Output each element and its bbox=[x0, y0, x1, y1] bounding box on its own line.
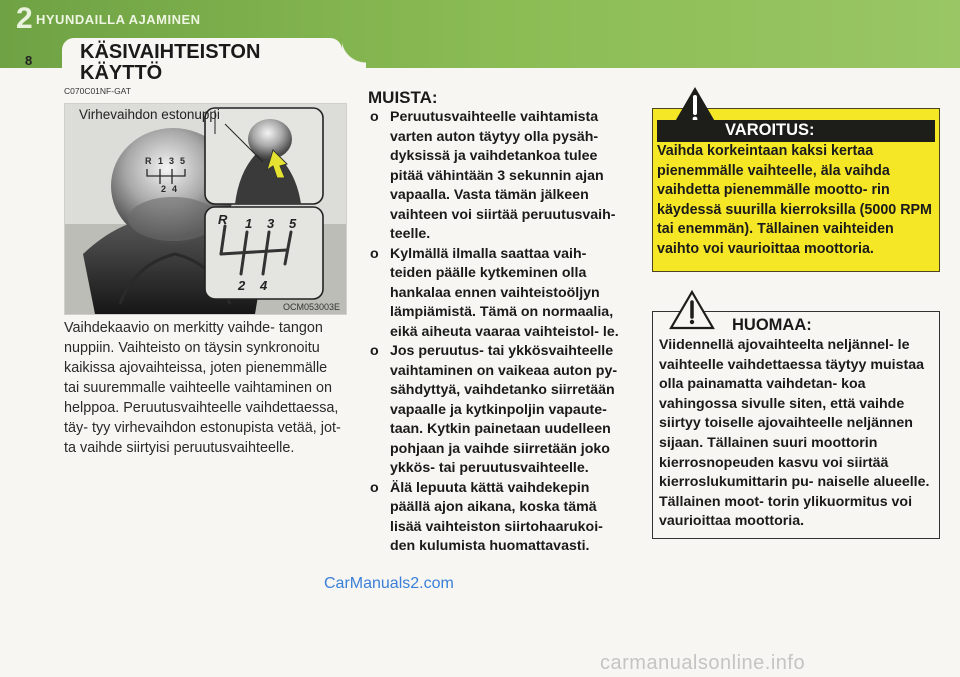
bullet: o bbox=[370, 343, 379, 359]
warning-box bbox=[652, 108, 940, 272]
watermark-carmanualsonline: carmanualsonline.info bbox=[600, 652, 806, 674]
pattern-label-4: 4 bbox=[260, 278, 268, 293]
remember-item: o Älä lepuuta kättä vaihdekepin päällä ajon aikana, koska tämä lisää vaihteiston siirtohaarukoi- den kulumista huomattavasti. bbox=[370, 479, 603, 554]
bullet: o bbox=[370, 109, 379, 125]
section-title-line2: KÄYTTÖ bbox=[80, 62, 163, 84]
page-number: 8 bbox=[25, 53, 33, 68]
warning-text: Vaihda korkeintaan kaksi kertaa pienemmälle vaihteelle, äla vaihda vaihdetta pienemmälle mootto- rin käydessä suurilla kierroksilla (5000 RPM tai enemmän). Tällainen vaihteiden vaihto voi vaurioittaa moottoria. bbox=[657, 143, 932, 257]
note-title: HUOMAA: bbox=[732, 316, 812, 334]
shift-pattern-description: Vaihdekaavio on merkitty vaihde- tangon nuppiin. Vaihteisto on täysin synkronoitu kaikissa ajovaihteissa, joten pienemmälle tai suuremmalle vaihteelle vaihtaminen on helppoa. Peruutusvaihteelle vaihdettaessa, täy- tyy virhevaihdon estonupista vetää, jot- ta vaihde siirtyisi peruutusvaihteelle. bbox=[64, 320, 341, 456]
pattern-label-3: 3 bbox=[267, 216, 275, 231]
caution-triangle-icon bbox=[669, 290, 715, 330]
chapter-number: 2 bbox=[16, 2, 33, 35]
gear-shift-illustration bbox=[65, 104, 346, 314]
knob-label-4: 4 bbox=[172, 184, 178, 194]
remember-title: MUISTA: bbox=[368, 88, 438, 107]
remember-item: o Kylmällä ilmalla saattaa vaih- teiden päälle kytkeminen olla hankalaa ennen vaihteistoöljyn lämpiämistä. Tämä on normaalia, eikä aiheuta vaaraa vaihteistol- le. bbox=[370, 245, 619, 340]
gear-shift-figure bbox=[64, 103, 347, 315]
pattern-label-5: 5 bbox=[289, 216, 297, 231]
chapter-title: HYUNDAILLA AJAMINEN bbox=[36, 12, 201, 27]
bullet: o bbox=[370, 479, 379, 496]
section-title-line1: KÄSIVAIHTEISTON bbox=[80, 41, 261, 63]
knob-label-3: 3 bbox=[169, 156, 175, 166]
knob-label-r: R bbox=[145, 156, 152, 166]
watermark-carmanuals2: CarManuals2.com bbox=[324, 575, 454, 592]
section-code: C070C01NF-GAT bbox=[64, 86, 131, 96]
pattern-label-r: R bbox=[218, 212, 228, 227]
figure-code: OCM053003E bbox=[282, 302, 340, 312]
bullet: o bbox=[370, 245, 379, 262]
pattern-label-2: 2 bbox=[238, 278, 246, 293]
section-title bbox=[80, 42, 260, 84]
note-box bbox=[652, 311, 940, 539]
figure-caption: Virhevaihdon estonuppi bbox=[79, 107, 220, 122]
pattern-label-1: 1 bbox=[245, 216, 253, 231]
remember-item: o Jos peruutus- tai ykkösvaihteelle vaihtaminen on vaikeaa auton py- sähdyttyä, vaihdetanko siirretään vapaalle ja kytkinpoljin vapaute- taan. Kytkin painetaan uudelleen pohjaan ja vaihde siirretään joko ykkös- tai peruutusvaihteelle. bbox=[370, 343, 618, 476]
remember-item: o Peruutusvaihteelle vaihtamista varten auton täytyy olla pysäh- dyksissä ja vaihdetankoa tulee pitää vähintään 3 sekunnin ajan vapaalla. Vasta tämän jälkeen vaihteen voi siirtää peruutusvaih- teelle. bbox=[370, 109, 616, 242]
knob-label-1: 1 bbox=[158, 156, 164, 166]
knob-label-2: 2 bbox=[161, 184, 167, 194]
note-text: Viidennellä ajovaihteelta neljännel- le vaihteelle vaihdettaessa täytyy muistaa olla painamatta vaihdetan- koa vahingossa sivulle siten, että vaihde siirtyy toiselle ajovaihteelle neljännen sijaan. Tällainen suuri moottorin kierrosnopeuden kasvu voi siirtää kierroslukumittarin pu- naiselle alueelle. Tällainen moot- torin ylikuormitus voi vaurioittaa moottoria. bbox=[659, 337, 930, 530]
remember-list bbox=[368, 108, 630, 557]
knob-label-5: 5 bbox=[180, 156, 186, 166]
warning-title: VAROITUS: bbox=[725, 121, 815, 139]
